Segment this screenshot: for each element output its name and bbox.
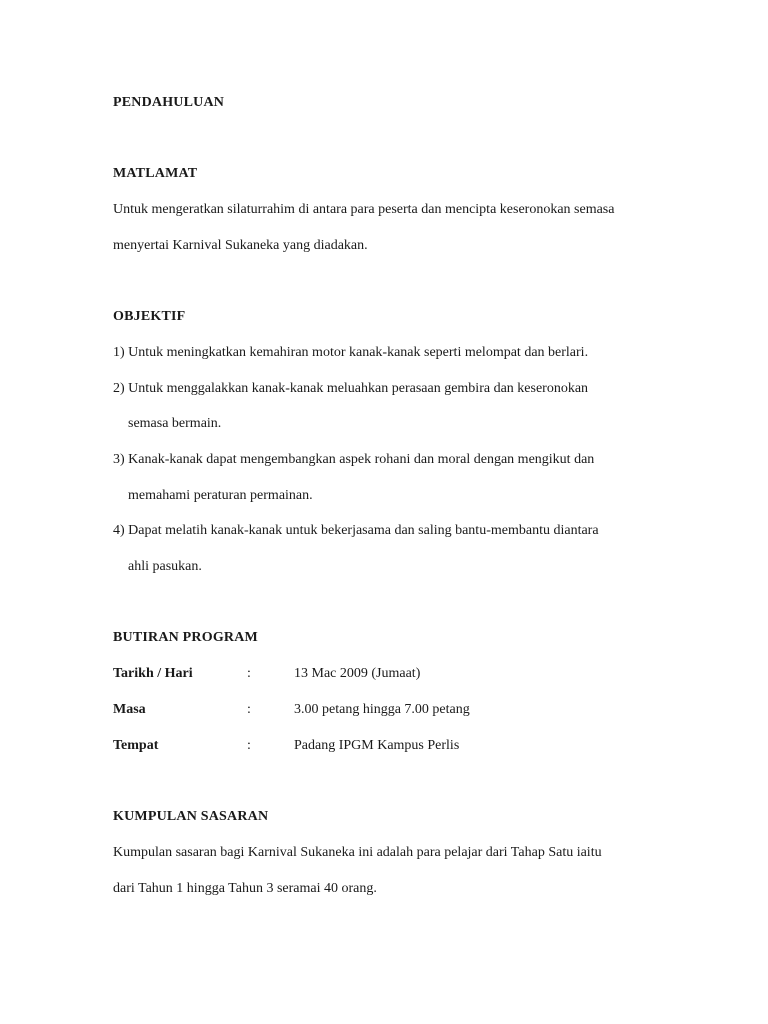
objektif-item-1: 1) Untuk meningkatkan kemahiran motor kanak-kanak seperti melompat dan berlari. bbox=[113, 345, 589, 360]
heading-butiran-program: BUTIRAN PROGRAM bbox=[113, 630, 258, 645]
detail-colon: : bbox=[247, 666, 251, 681]
detail-label: Tempat bbox=[113, 738, 159, 753]
heading-pendahuluan: PENDAHULUAN bbox=[113, 95, 225, 110]
detail-label: Tarikh / Hari bbox=[113, 666, 193, 681]
objektif-item-3-cont: memahami peraturan permainan. bbox=[128, 488, 313, 503]
detail-value: 13 Mac 2009 (Jumaat) bbox=[294, 666, 421, 681]
kumpulan-sasaran-line-2: dari Tahun 1 hingga Tahun 3 seramai 40 orang. bbox=[113, 881, 377, 896]
objektif-item-2: 2) Untuk menggalakkan kanak-kanak meluahkan perasaan gembira dan keseronokan bbox=[113, 381, 589, 396]
detail-label: Masa bbox=[113, 702, 146, 717]
detail-value: 3.00 petang hingga 7.00 petang bbox=[294, 702, 470, 717]
detail-colon: : bbox=[247, 738, 251, 753]
objektif-item-4: 4) Dapat melatih kanak-kanak untuk bekerjasama dan saling bantu-membantu diantara bbox=[113, 523, 599, 538]
matlamat-line-1: Untuk mengeratkan silaturrahim di antara para peserta dan mencipta keseronokan semasa bbox=[113, 202, 615, 217]
objektif-item-2-cont: semasa bermain. bbox=[128, 416, 222, 431]
objektif-item-4-cont: ahli pasukan. bbox=[128, 559, 202, 574]
heading-kumpulan-sasaran: KUMPULAN SASARAN bbox=[113, 809, 269, 824]
detail-colon: : bbox=[247, 702, 251, 717]
heading-objektif: OBJEKTIF bbox=[113, 309, 186, 324]
heading-matlamat: MATLAMAT bbox=[113, 166, 198, 181]
objektif-item-3: 3) Kanak-kanak dapat mengembangkan aspek rohani dan moral dengan mengikut dan bbox=[113, 452, 595, 467]
kumpulan-sasaran-line-1: Kumpulan sasaran bagi Karnival Sukaneka ini adalah para pelajar dari Tahap Satu iaitu bbox=[113, 845, 602, 860]
matlamat-line-2: menyertai Karnival Sukaneka yang diadakan. bbox=[113, 238, 368, 253]
detail-value: Padang IPGM Kampus Perlis bbox=[294, 738, 460, 753]
